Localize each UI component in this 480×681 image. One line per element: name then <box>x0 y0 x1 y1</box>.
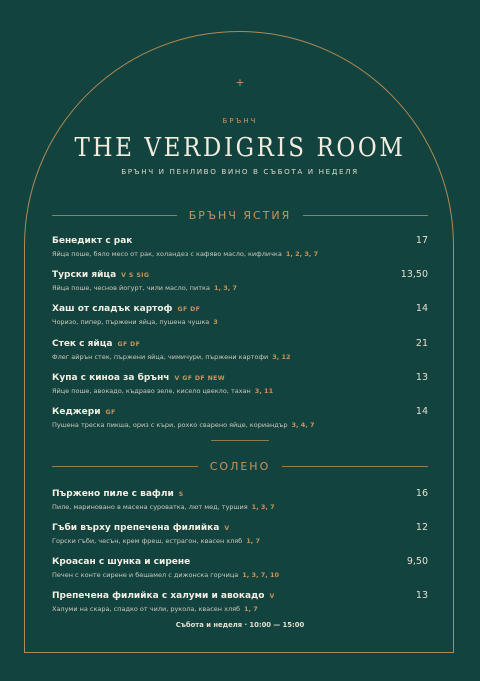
menu-item <box>52 399 428 429</box>
section-title: СОЛЕНО <box>209 459 271 473</box>
menu-item <box>52 481 428 511</box>
menu-item <box>52 515 428 545</box>
sparkle-icon: + <box>235 76 245 89</box>
menu-item <box>52 262 428 292</box>
item-allergens: 3, 4, 7 <box>291 421 315 429</box>
item-name: Гъби върху препечена филийка <box>52 523 220 533</box>
item-allergens: 1, 7 <box>244 605 258 613</box>
item-allergens: 1, 3, 7 <box>251 503 275 511</box>
menu-kicker: БРЪНЧ <box>222 117 258 125</box>
item-description: Яйце поше, авокадо, къдраво зеле, кисело цвекло, тахан <box>52 387 251 395</box>
item-tags: S <box>178 491 184 498</box>
item-tags: V GF DF NEW <box>174 375 226 382</box>
section-header-brunch <box>52 207 428 223</box>
item-tags: GF DF <box>117 341 141 348</box>
item-price: 14 <box>415 406 428 417</box>
menu-item <box>52 228 428 258</box>
item-allergens: 1, 7 <box>246 537 260 545</box>
menu-item <box>52 331 428 361</box>
item-name: Препечена филийка с халуми и авокадо <box>52 591 265 601</box>
item-allergens: 1, 3, 7, 10 <box>242 571 280 579</box>
item-description: Яйца поше, чеснов йогурт, чили масло, питка <box>52 284 210 292</box>
item-price: 17 <box>415 235 428 246</box>
item-price: 13 <box>415 590 428 601</box>
item-description: Флег айрън стек, пържени яйца, чимичури, пържени картофи <box>52 353 269 361</box>
item-price: 16 <box>415 488 428 499</box>
item-tags: V <box>224 525 230 532</box>
menu-subtitle: БРЪНЧ И ПЕНЛИВО ВИНО В СЪБОТА И НЕДЕЛЯ <box>121 167 359 176</box>
item-allergens: 3, 12 <box>272 353 291 361</box>
menu-item <box>52 583 428 613</box>
item-price: 13 <box>415 372 428 383</box>
restaurant-title: THE VERDIGRIS ROOM <box>74 133 406 163</box>
item-price: 13,50 <box>400 269 428 280</box>
item-description: Халуми на скара, спадко от чили, рукола, квасен хляб <box>52 605 241 613</box>
item-name: Кроасан с шунка и сирене <box>52 557 191 567</box>
item-tags: GF <box>105 409 116 416</box>
item-description: Пушена треска пикша, ориз с къри, рохко сварено яйце, кориандър <box>52 421 288 429</box>
menu-item <box>52 365 428 395</box>
item-tags: GF DF <box>177 306 201 313</box>
section-rule-right <box>303 215 428 216</box>
opening-hours: Събота и неделя · 10:00 — 15:00 <box>175 621 305 629</box>
item-allergens: 1, 3, 7 <box>213 284 238 292</box>
section-rule-left <box>52 215 177 216</box>
item-description: Пиле, мариновано в масена суроватка, лют мед, туршия <box>52 503 248 511</box>
item-name: Турски яйца <box>52 270 117 280</box>
item-allergens: 3 <box>213 318 218 326</box>
section-title: БРЪНЧ ЯСТИЯ <box>188 208 292 222</box>
menu-item <box>52 549 428 579</box>
item-name: Кеджери <box>52 407 101 417</box>
item-name: Бенедикт с рак <box>52 236 133 246</box>
item-description: Яйца поше, бяло месо от рак, холандез с кафяво масло, кифличка <box>52 250 282 258</box>
item-name: Стек с яйца <box>52 339 113 349</box>
item-allergens: 1, 2, 3, 7 <box>285 250 319 258</box>
item-allergens: 3, 11 <box>254 387 274 395</box>
section-divider <box>211 440 269 441</box>
item-tags: V <box>269 593 275 600</box>
item-price: 14 <box>415 303 428 314</box>
item-name: Хаш от сладък картоф <box>52 304 173 314</box>
menu-item <box>52 296 428 326</box>
item-tags: V S SIG <box>121 272 150 279</box>
item-price: 12 <box>415 522 428 533</box>
section-rule-left <box>52 466 198 467</box>
item-name: Купа с киноа за брънч <box>52 373 170 383</box>
section-rule-right <box>282 466 428 467</box>
item-price: 9,50 <box>406 556 428 567</box>
item-description: Печен с конте сирене и бешамел с дижонска горчица <box>52 571 239 579</box>
section-header-savory <box>52 458 428 474</box>
item-name: Пържено пиле с вафли <box>52 489 174 499</box>
item-description: Чоризо, пипер, пържени яйца, пушена чушка <box>52 318 210 326</box>
item-description: Горски гъби, чесън, крем фреш, естрагон, квасен хляб <box>52 537 243 545</box>
item-price: 21 <box>415 338 428 349</box>
